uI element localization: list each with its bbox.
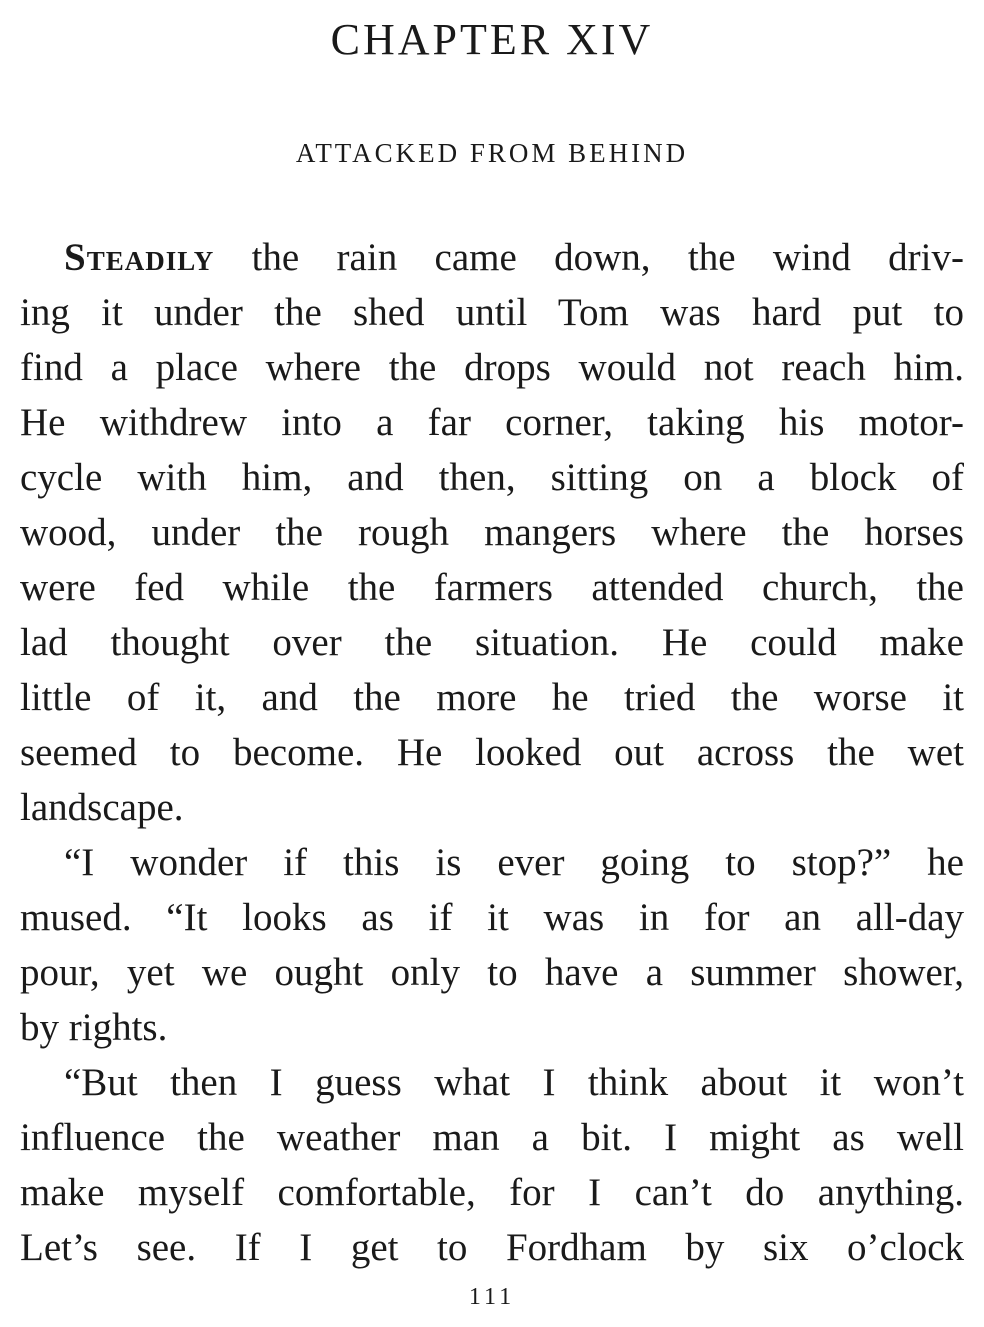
body-text — [20, 230, 964, 1275]
text-line — [20, 230, 964, 285]
text-line: “But then I guess what I think about it won’t — [64, 1061, 964, 1104]
text-line: find a place where the drops would not reach him. — [20, 346, 964, 389]
text-line: ing it under the shed until Tom was hard put to — [20, 291, 964, 334]
text-line: mused. “It looks as if it was in for an all-day — [20, 896, 964, 939]
text-line: landscape. — [20, 786, 184, 829]
text-line: were fed while the farmers attended church, the — [20, 566, 964, 609]
text-line: seemed to become. He looked out across the wet — [20, 731, 964, 774]
text-line: cycle with him, and then, sitting on a block of — [20, 456, 964, 499]
chapter-title: CHAPTER XIV — [330, 15, 654, 64]
text-line: He withdrew into a far corner, taking his motor- — [20, 401, 964, 444]
opening-word: Steadily — [64, 236, 215, 279]
text-line: little of it, and the more he tried the worse it — [20, 676, 964, 719]
text-line-rest: the rain came down, the wind driv- — [214, 236, 964, 279]
text-line: wood, under the rough mangers where the horses — [20, 511, 964, 554]
text-line: pour, yet we ought only to have a summer shower, — [20, 951, 964, 994]
page-number: 111 — [468, 1284, 516, 1310]
text-line: by rights. — [20, 1006, 168, 1049]
text-line: lad thought over the situation. He could make — [20, 621, 964, 664]
text-line: make myself comfortable, for I can’t do anything. — [20, 1171, 964, 1214]
text-line: influence the weather man a bit. I might as well — [20, 1116, 964, 1159]
chapter-subtitle: ATTACKED FROM BEHIND — [295, 138, 689, 168]
text-line: Let’s see. If I get to Fordham by six o’clock — [20, 1226, 964, 1269]
text-line: “I wonder if this is ever going to stop?” he — [64, 841, 964, 884]
